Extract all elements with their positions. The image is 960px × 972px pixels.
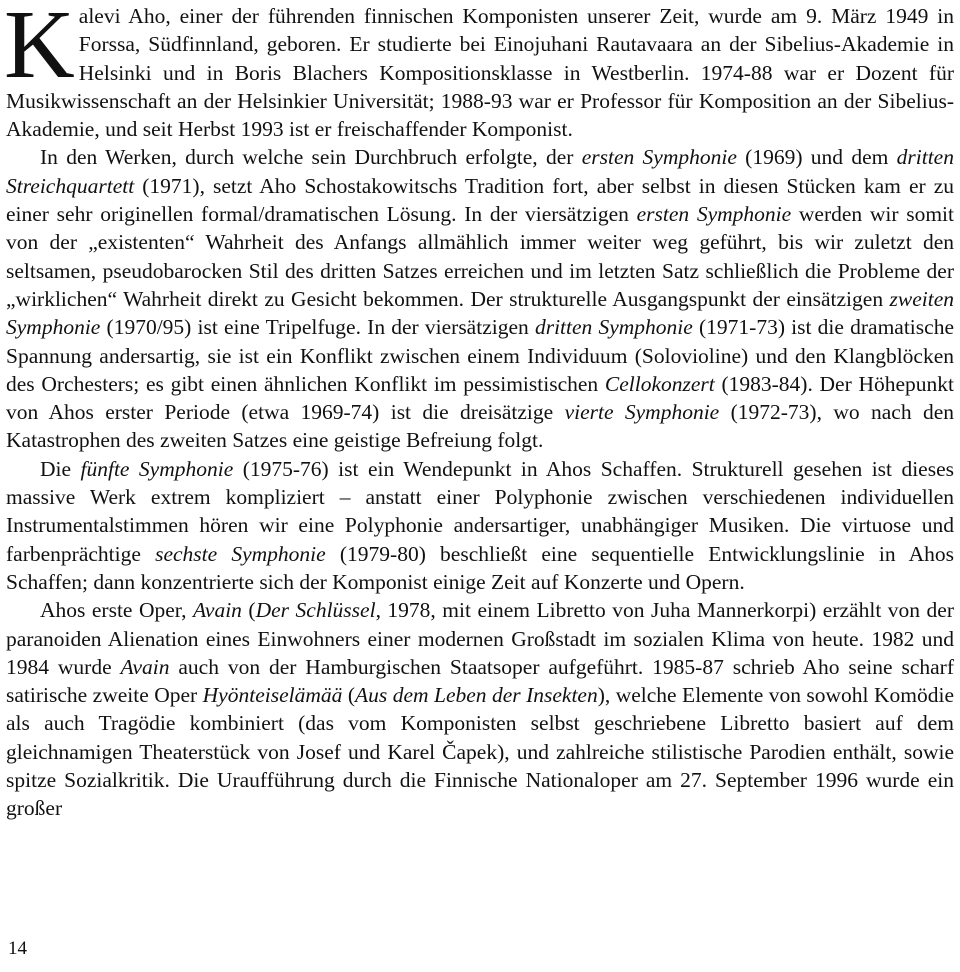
work-title: Avain	[120, 654, 170, 679]
work-title: Hyönteiselämää	[202, 683, 343, 708]
work-title: Der Schlüssel	[255, 598, 376, 623]
work-title: ersten Symphonie	[636, 202, 792, 227]
work-title: dritten Streichquartett	[6, 145, 954, 198]
work-title: Cellokonzert	[604, 371, 715, 396]
paragraph-biography	[6, 0, 954, 143]
work-title: zweiten Symphonie	[6, 286, 954, 340]
paragraph-text: (1969) und dem	[736, 145, 897, 170]
work-title: sechste Symphonie	[155, 541, 326, 566]
page-number: 14	[8, 938, 27, 959]
paragraph-text: (1972-73), wo nach den Katastrophen des zweiten Satzes eine geistige Befreiung folgt.	[6, 400, 955, 453]
work-title: dritten Symphonie	[534, 315, 693, 340]
paragraph-early-works	[6, 143, 954, 454]
paragraph-text: (1983-84). Der Höhepunkt von Ahos erster Periode (etwa 1969-74) ist die dreisätzige	[6, 371, 954, 425]
paragraph-text: , 1978, mit einem Libretto von Juha Mannerkorpi) erzählt von der paranoiden Alienation eines Einwohners einer modernen Großstadt im sozialen Klima von heute. 1982 und 1984 wurde	[6, 598, 954, 679]
drop-cap: K	[4, 0, 75, 99]
composer-name: alevi Aho	[78, 4, 166, 28]
work-title: fünfte Symphonie	[80, 456, 234, 481]
work-title: Avain	[192, 598, 242, 623]
paragraph-text: Ahos erste Oper,	[40, 598, 193, 623]
paragraph-text: (1979-80) beschließt eine sequentielle Entwicklungslinie in Ahos Schaffen; dann konzentrierte sich der Komponist einige Zeit auf Konzerte und Opern.	[6, 541, 954, 594]
paragraph-operas	[6, 596, 954, 822]
paragraph-fifth-symphony	[6, 455, 954, 596]
work-title: ersten Symphonie	[581, 145, 737, 170]
paragraph-text: (	[342, 683, 355, 708]
paragraph-text: ), welche Elemente von sowohl Komödie als auch Tragödie kombiniert (das vom Komponisten selbst geschriebene Libretto basiert auf dem gleichnamigen Theaterstück von Josef und Karel Čapek), und zahlreiche stilistische Parodien enthält, sowie spitze Sozialkritik. Die Uraufführung durch die Finnische Nationaloper am 27. September 1996 wurde ein großer	[6, 683, 954, 821]
paragraph-text: werden wir somit von der „existenten“ Wahrheit des Anfangs allmählich immer weiter weg geführt, bis wir zuletzt den seltsamen, pseudobarocken Stil des dritten Satzes erreichen und im letzten Satz schließlich die Probleme der „wirklichen“ Wahrheit direkt zu Gesicht bekommen. Der strukturelle Ausgangspunkt der einsätzigen	[6, 202, 955, 311]
document-page	[6, 0, 954, 823]
paragraph-text: In den Werken, durch welche sein Durchbruch erfolgte, der	[40, 145, 582, 170]
paragraph-text: auch von der Hamburgischen Staatsoper aufgeführt. 1985-87 schrieb Aho seine scharf satirische zweite Oper	[6, 654, 954, 708]
paragraph-text: (1970/95) ist eine Tripelfuge. In der viersätzigen	[100, 315, 535, 340]
work-title: Aus dem Leben der Insekten	[355, 683, 598, 708]
paragraph-text: , einer der führenden finnischen Komponisten unserer Zeit, wurde am 9. März 1949 in Forssa, Südfinnland, geboren. Er studierte bei Einojuhani Rautavaara an der Sibelius-Akademie in Helsinki und in Boris Blachers Kompositionsklasse in Westberlin. 1974-88 war er Dozent für Musikwissenschaft an der Helsinkier Universität; 1988-93 war er Professor für Komposition an der Sibelius-Akademie, und seit Herbst 1993 ist er freischaffender Komponist.	[6, 4, 955, 142]
paragraph-text: (1975-76) ist ein Wendepunkt in Ahos Schaffen. Strukturell gesehen ist dieses massive Werk extrem kompliziert – anstatt einer Polyphonie zwischen verschiedenen individuellen Instrumentalstimmen hören wir eine Polyphonie andersartiger, unabhängiger Musiken. Die virtuose und farbenprächtige	[6, 456, 955, 566]
paragraph-text: (1971), setzt Aho Schostakowitschs Tradition fort, aber selbst in diesen Stücken kam er zu einer sehr originellen formal/dramatischen Lösung. In der viersätzigen	[6, 173, 954, 227]
paragraph-text: Die	[40, 456, 81, 481]
work-title: vierte Symphonie	[564, 400, 720, 425]
paragraph-text: (	[241, 598, 256, 623]
paragraph-text: (1971-73) ist die dramatische Spannung andersartig, sie ist ein Konflikt zwischen einem Individuum (Solovioline) und den Klangblöcken des Orchesters; es gibt einen ähnlichen Konflikt im pessimistischen	[6, 315, 954, 396]
